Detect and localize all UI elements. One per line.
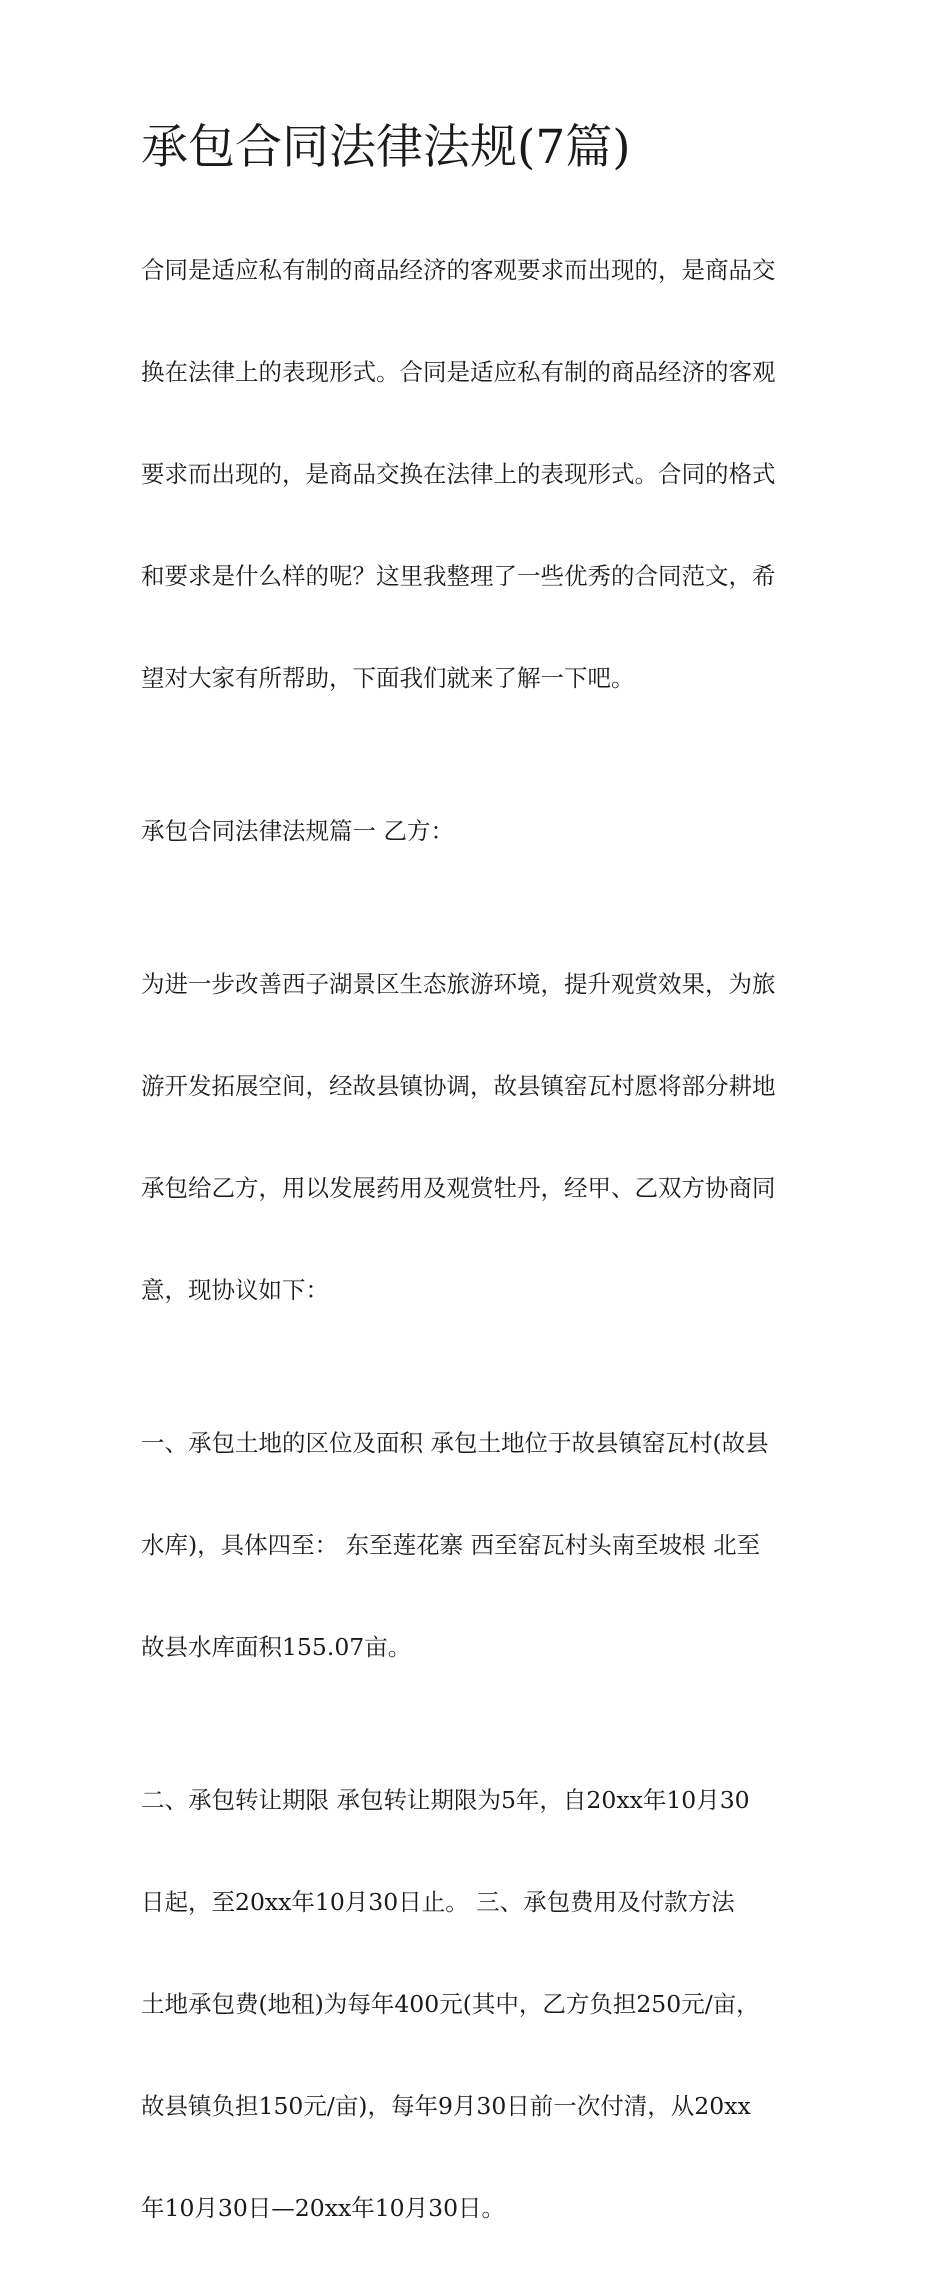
- text-line: 年10月30日—20xx年10月30日。: [141, 2194, 506, 2222]
- text-line: 游开发拓展空间，经故县镇协调，故县镇窑瓦村愿将部分耕地: [141, 1072, 776, 1100]
- text-line: 合同是适应私有制的商品经济的客观要求而出现的，是商品交: [141, 256, 776, 284]
- text-line: 望对大家有所帮助，下面我们就来了解一下吧。: [141, 664, 635, 692]
- clause-1-paragraph: [141, 1367, 821, 1724]
- clause-2-paragraph: [141, 1724, 821, 2285]
- text-line: 换在法律上的表现形式。合同是适应私有制的商品经济的客观: [141, 358, 776, 386]
- document-page: [141, 112, 821, 2285]
- text-line: 二、承包转让期限 承包转让期限为5年，自20xx年10月30: [141, 1786, 750, 1814]
- text-line: 承包给乙方，用以发展药用及观赏牡丹，经甲、乙双方协商同: [141, 1174, 776, 1202]
- text-line: 要求而出现的，是商品交换在法律上的表现形式。合同的格式: [141, 460, 776, 488]
- text-line: 为进一步改善西子湖景区生态旅游环境，提升观赏效果，为旅: [141, 970, 776, 998]
- text-line: 承包合同法律法规篇一 乙方：: [141, 817, 454, 845]
- text-line: 故县水库面积155.07亩。: [141, 1633, 412, 1661]
- text-line: 故县镇负担150元/亩)，每年9月30日前一次付清，从20xx: [141, 2092, 751, 2120]
- preamble-paragraph: [141, 908, 821, 1367]
- text-line: 一、承包土地的区位及面积 承包土地位于故县镇窑瓦村(故县: [141, 1429, 769, 1457]
- text-line: 意，现协议如下：: [141, 1276, 329, 1304]
- text-line: 和要求是什么样的呢？这里我整理了一些优秀的合同范文，希: [141, 562, 776, 590]
- text-line: 日起，至20xx年10月30日止。 三、承包费用及付款方法: [141, 1888, 735, 1916]
- section-heading: [141, 755, 821, 908]
- text-line: 水库)，具体四至： 东至莲花寨 西至窑瓦村头南至坡根 北至: [141, 1531, 761, 1559]
- intro-paragraph: [141, 194, 821, 755]
- document-title: 承包合同法律法规(7篇): [141, 120, 631, 175]
- text-line: 土地承包费(地租)为每年400元(其中，乙方负担250元/亩，: [141, 1990, 760, 2018]
- document-body: [141, 194, 821, 2285]
